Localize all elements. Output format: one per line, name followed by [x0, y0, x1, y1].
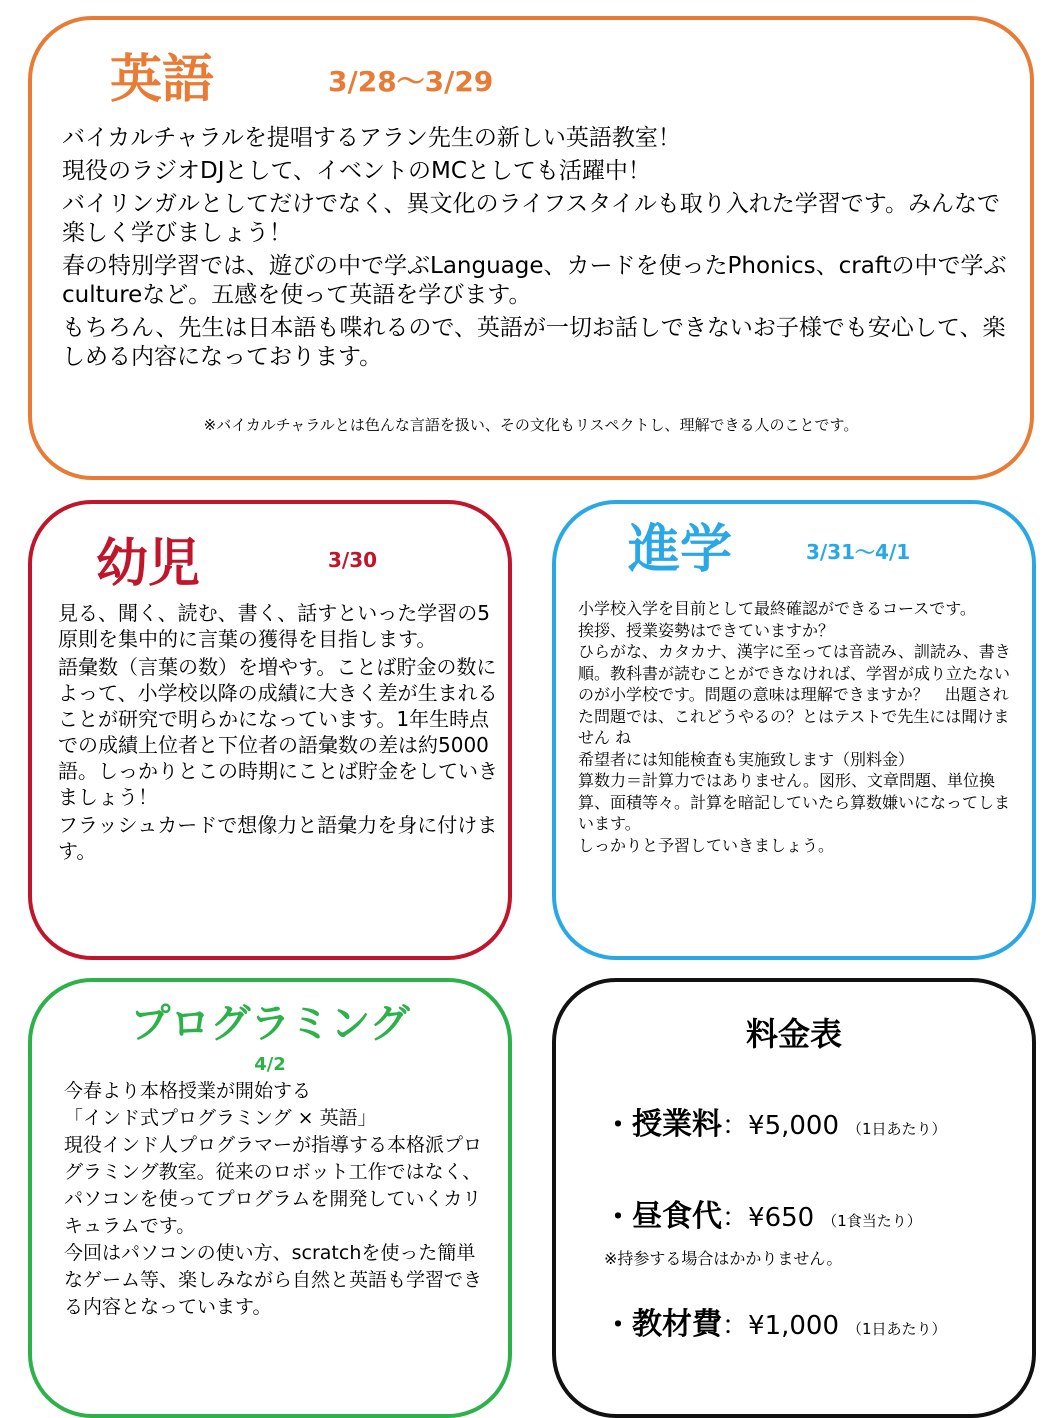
- shingaku-paragraph: 希望者には知能検査も実施致します（別料金）: [578, 749, 915, 769]
- yoji-date: 3/30: [328, 548, 378, 572]
- shingaku-date: 3/31～4/1: [806, 540, 911, 564]
- fee-name: 授業料: [632, 1107, 723, 1142]
- eigo-paragraph: バイリンガルとしてだけでなく、異文化のライフスタイルも取り入れた学習です。みんなで楽しく学びましょう！: [62, 191, 1000, 246]
- fee-unit: （1日あたり）: [847, 1320, 947, 1338]
- fee-unit: （1食当たり）: [822, 1212, 922, 1230]
- programming-section: [28, 978, 512, 1418]
- programming-paragraph: 「インド式プログラミング × 英語」: [64, 1107, 377, 1129]
- bullet-marker: ・: [604, 1200, 633, 1233]
- fee-colon: ：: [722, 1203, 749, 1233]
- yoji-title: 幼児: [96, 534, 201, 594]
- fee-name: 教材費: [632, 1307, 723, 1342]
- yoji-paragraph: 見る、聞く、読む、書く、話すといった学習の5原則を集中的に言葉の獲得を目指します。: [58, 601, 490, 651]
- shingaku-paragraph: 挨拶、授業姿勢はできていますか？: [578, 620, 835, 640]
- eigo-paragraph: 現役のラジオDJとして、イベントのMCとしても活躍中！: [62, 158, 651, 184]
- shingaku-section: [552, 500, 1036, 960]
- eigo-title: 英語: [110, 50, 215, 110]
- fee-price: ¥1,000: [748, 1311, 840, 1341]
- yoji-paragraph: フラッシュカードで想像力と語彙力を身に付けます。: [58, 813, 498, 863]
- fee-row: [604, 1199, 922, 1234]
- eigo-section: [28, 16, 1034, 480]
- shingaku-title: 進学: [628, 520, 733, 580]
- eigo-paragraph: 春の特別学習では、遊びの中で学ぶLanguage、カードを使ったPhonics、craftの中で学ぶcultureなど。五感を使って英語を学びます。: [62, 253, 1007, 308]
- eigo-paragraph: もちろん、先生は日本語も喋れるので、英語が一切お話しできないお子様でも安心して、楽しめる内容になっております。: [62, 315, 1006, 370]
- fee-note: ※持参する場合はかかりません。: [604, 1249, 843, 1268]
- shingaku-paragraph: ひらがな、カタカナ、漢字に至っては音読み、訓読み、書き順。教科書が読むことができなければ、学習が成り立たないのが小学校です。問題の意味は理解できますか？ 出題された問題では、これどうやるの？とはテストで先生には聞けません ね: [578, 642, 1011, 747]
- fee-colon: ：: [722, 1311, 749, 1341]
- fee-price: ¥5,000: [748, 1111, 840, 1141]
- fee-row: [604, 1107, 947, 1142]
- programming-paragraph: 今春より本格授業が開始する: [64, 1080, 312, 1102]
- fee-colon: ：: [722, 1111, 749, 1141]
- eigo-date: 3/28～3/29: [328, 65, 494, 98]
- bullet-marker: ・: [604, 1108, 633, 1141]
- fee-table-title: 料金表: [745, 1015, 842, 1053]
- shingaku-body: [578, 598, 1018, 856]
- shingaku-paragraph: 小学校入学を目前として最終確認ができるコースです。: [578, 599, 976, 618]
- bullet-marker: ・: [604, 1308, 633, 1341]
- fee-price: ¥650: [748, 1203, 815, 1233]
- eigo-note: ※バイカルチャラルとは色んな言語を扱い、その文化もリスペクトし、理解できる人のことです。: [203, 416, 859, 434]
- yoji-body: [58, 600, 498, 866]
- programming-date: 4/2: [254, 1054, 286, 1075]
- programming-paragraph: 今回はパソコンの使い方、scratchを使った簡単なゲーム等、楽しみながら自然と英語も学習できる内容となっています。: [64, 1242, 483, 1318]
- programming-title: プログラミング: [130, 1001, 410, 1047]
- fee-row: [604, 1307, 947, 1342]
- fee-unit: （1日あたり）: [847, 1120, 947, 1138]
- eigo-paragraph: バイカルチャラルを提唱するアラン先生の新しい英語教室！: [62, 125, 681, 151]
- shingaku-paragraph: 算数力＝計算力ではありません。図形、文章問題、単位換算、面積等々。計算を暗記していたら算数嫌いになってしまいます。: [578, 771, 1011, 833]
- yoji-section: [28, 500, 512, 960]
- shingaku-paragraph: しっかりと予習していきましょう。: [578, 835, 835, 855]
- programming-body: [64, 1078, 494, 1321]
- fee-table-section: [552, 978, 1036, 1418]
- programming-paragraph: 現役インド人プログラマーが指導する本格派プログラミング教室。従来のロボット工作ではなく、パソコンを使ってプログラムを開発していくカリキュラムです。: [64, 1134, 483, 1237]
- yoji-paragraph: 語彙数（言葉の数）を増やす。ことば貯金の数によって、小学校以降の成績に大きく差が生まれることが研究で明らかになっています。1年生時点での成績上位者と下位者の語彙数の差は約5000語。しっかりとこの時期にことば貯金をしていきましょう！: [58, 655, 498, 809]
- eigo-body: [62, 124, 1012, 376]
- fee-name: 昼食代: [632, 1199, 723, 1234]
